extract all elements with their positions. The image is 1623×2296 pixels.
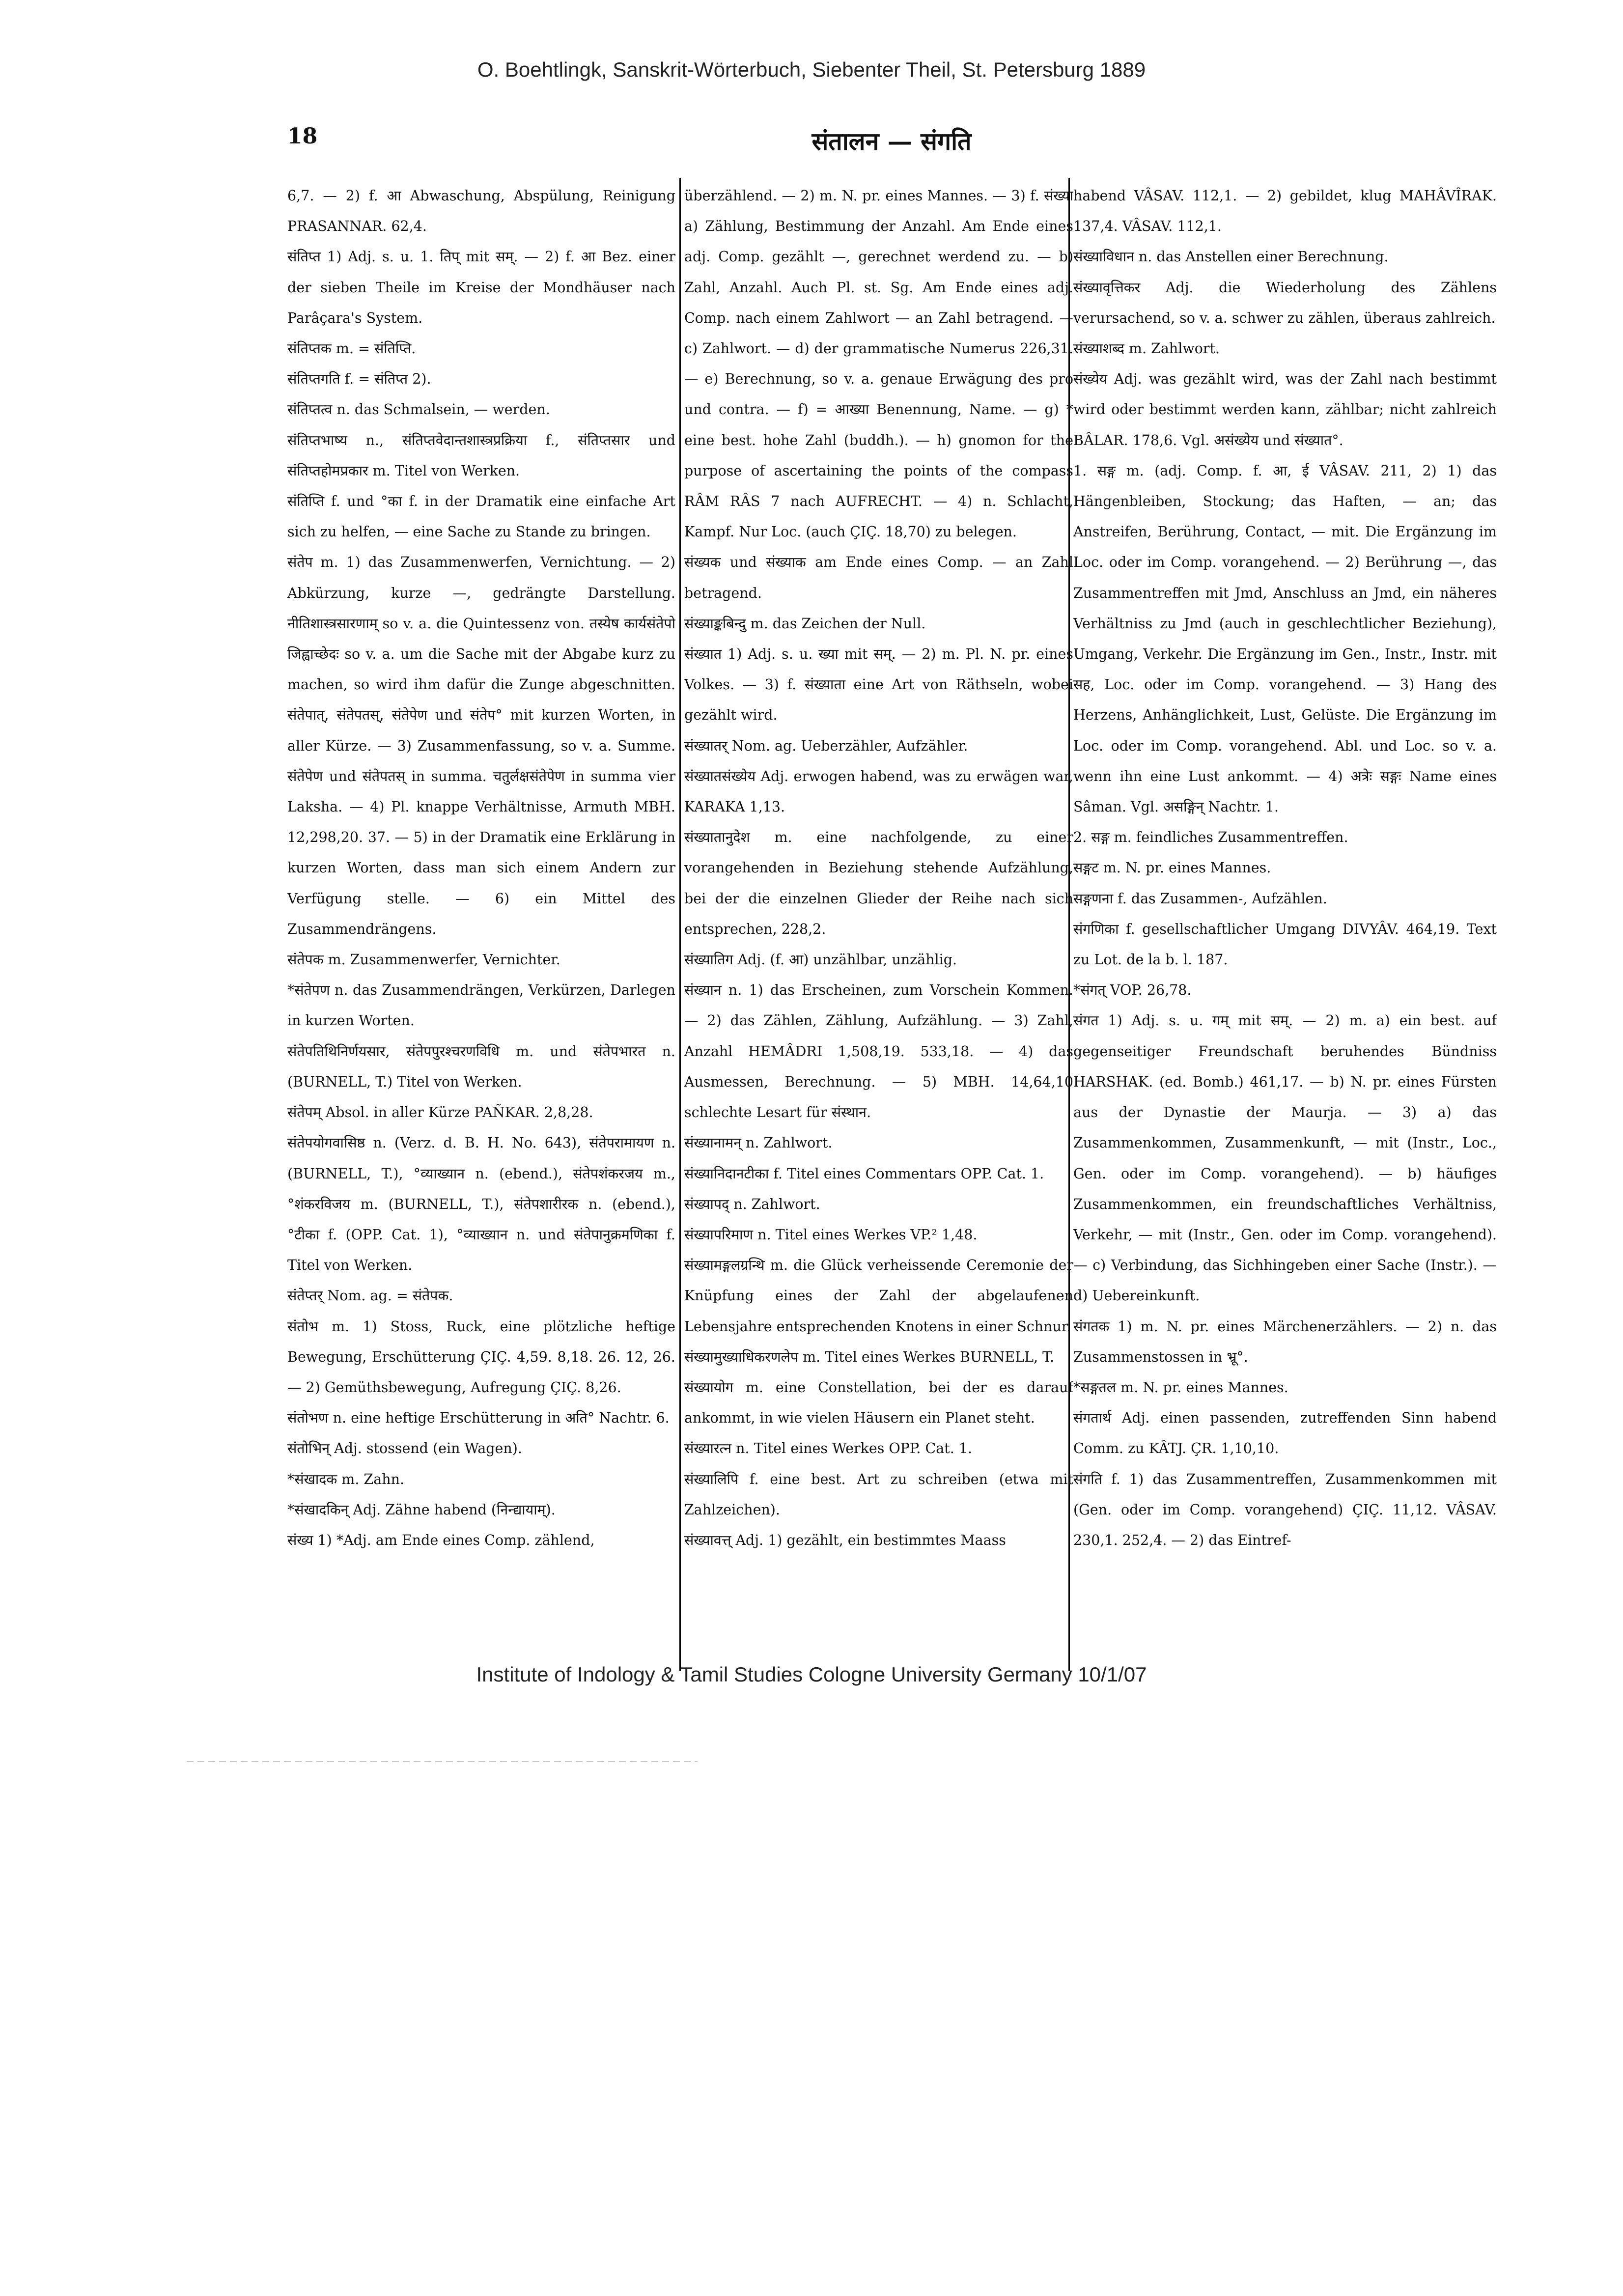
dictionary-entry: 2. सङ्ग m. feindliches Zusammentreffen. bbox=[1073, 829, 1348, 846]
dictionary-entry: संख्यामुख्याधिकरणलेप m. Titel eines Werkes BURNELL, T. bbox=[684, 1348, 1055, 1365]
dictionary-entry: संख्यापरिमाण n. Titel eines Werkes VP.² 1,48. bbox=[684, 1226, 978, 1243]
dictionary-entry: *संगत् VOP. 26,78. bbox=[1073, 982, 1192, 999]
dictionary-entry: संख्यारत्न n. Titel eines Werkes OPP. Cat. 1. bbox=[684, 1440, 973, 1457]
dictionary-entry: संख्यातानुदेश m. eine nachfolgende, zu einer vorangehenden in Beziehung stehende Aufzählung, bei der die einzelnen Glieder der Reihe nach sich entsprechen, 228,2. bbox=[684, 829, 1073, 937]
dictionary-entry: संतेपतिथिनिर्णयसार, संतेपपुरश्चरणविधि m. und संतेपभारत n. (BURNELL, T.) Titel von Werken. bbox=[287, 1043, 675, 1090]
column-2 bbox=[684, 181, 1073, 1694]
dictionary-entry: संख्यामङ्गलग्रन्थि m. die Glück verheissende Ceremonie der Knüpfung eines der Zahl der abgelaufenen Lebensjahre entsprechenden Knotens in einer Schnur. bbox=[684, 1257, 1073, 1335]
dictionary-entry: संख्यानिदानटीका f. Titel eines Commentars OPP. Cat. 1. bbox=[684, 1165, 1044, 1182]
dictionary-entry: संतोभण n. eine heftige Erschütterung in अति° Nachtr. 6. bbox=[287, 1410, 670, 1427]
dictionary-entry: संख्यापद् n. Zahlwort. bbox=[684, 1196, 820, 1212]
dictionary-entry: संतेपक m. Zusammenwerfer, Vernichter. bbox=[287, 952, 560, 968]
footer-line: Institute of Indology & Tamil Studies Cologne University Germany 10/1/07 bbox=[476, 1663, 1147, 1686]
dictionary-entry: संतिप्तगति f. = संतिप्त 2). bbox=[287, 371, 431, 388]
running-head: संतालन — संगति bbox=[812, 127, 972, 156]
dictionary-entry: संख्यक und संख्याक am Ende eines Comp. — an Zahl betragend. bbox=[684, 554, 1073, 601]
dictionary-entry: संतिप्तत्व n. das Schmalsein, — werden. bbox=[287, 401, 550, 418]
dictionary-entry: संगतक 1) m. N. pr. eines Märchenerzählers. — 2) n. das Zusammenstossen in भ्रू°. bbox=[1073, 1318, 1497, 1365]
dictionary-entry: संगत 1) Adj. s. u. गम् mit सम्. — 2) m. a) ein best. auf gegenseitiger Freundschaft beruhendes Bündniss HARSHAK. (ed. Bomb.) 461,17. — b) N. pr. eines Fürsten aus der Dynastie der Maurja. — 3) a) das Zusammenkommen, Zusammenkunft, — mit (Instr., Loc., Gen. oder im Comp. vorangehend). — b) häufiges Zusammenkommen, ein freundschaftliches Verhältniss, Verkehr, — mit (Instr., Gen. oder im Comp. vorangehend). — c) Verbindung, das Sichhingeben einer Sache (Instr.). — d) Uebereinkunft. bbox=[1073, 1012, 1497, 1304]
dictionary-entry: संतोभ m. 1) Stoss, Ruck, eine plötzliche heftige Bewegung, Erschütterung ÇIÇ. 4,59. 8,18. 26. 12, 26. — 2) Gemüthsbewegung, Aufregung ÇIÇ. 8,26. bbox=[287, 1318, 675, 1396]
dictionary-entry: संख्यातसंख्येय Adj. erwogen habend, was zu erwägen war, KARAKA 1,13. bbox=[684, 768, 1073, 815]
dictionary-entry: संख्यातर् Nom. ag. Ueberzähler, Aufzähler. bbox=[684, 737, 968, 754]
column-1 bbox=[287, 181, 675, 1694]
dictionary-entry: संख्याविधान n. das Anstellen einer Berechnung. bbox=[1073, 249, 1389, 265]
dictionary-entry: संतिप्ति f. und °का f. in der Dramatik eine einfache Art sich zu helfen, — eine Sache zu Stande zu bringen. bbox=[287, 493, 675, 540]
dictionary-entry: संख्यावृत्तिकर Adj. die Wiederholung des Zählens verursachend, so v. a. schwer zu zählen, überaus zahlreich. bbox=[1073, 279, 1497, 326]
dictionary-entry: संख्यालिपि f. eine best. Art zu schreiben (etwa mit Zahlzeichen). bbox=[684, 1471, 1073, 1518]
dictionary-entry: संगतार्थ Adj. einen passenden, zutreffenden Sinn habend Comm. zu KÂTJ. ÇR. 1,10,10. bbox=[1073, 1410, 1497, 1457]
page-header bbox=[287, 124, 1496, 163]
dictionary-entry: संतिप्तभाष्य n., संतिप्तवेदान्तशास्त्रप्रक्रिया f., संतिप्तसार und संतिप्तहोमप्रकार m. Titel von Werken. bbox=[287, 432, 675, 479]
dictionary-entry: सङ्गट m. N. pr. eines Mannes. bbox=[1073, 860, 1271, 876]
dictionary-entry: *सङ्गतल m. N. pr. eines Mannes. bbox=[1073, 1379, 1288, 1396]
source-line: O. Boehtlingk, Sanskrit-Wörterbuch, Siebenter Theil, St. Petersburg 1889 bbox=[477, 58, 1146, 81]
dictionary-entry: संख्यायोग m. eine Constellation, bei der es darauf ankommt, in wie vielen Häusern ein Planet steht. bbox=[684, 1379, 1073, 1427]
dictionary-entry: संतेप m. 1) das Zusammenwerfen, Vernichtung. — 2) Abkürzung, kurze —, gedrängte Darstellung. नीतिशास्त्रसारणाम् so v. a. die Quintessenz von. तस्येष कार्यसंतेपो जिह्वाच्छेदः so v. a. um die Sache mit der Abgabe kurz zu machen, so wird ihm dafür die Zunge abgeschnitten. संतेपात्, संतेपतस्, संतेपेण und संतेप° mit kurzen Worten, in aller Kürze. — 3) Zusammenfassung, so v. a. Summe. संतेपेण und संतेपतस् in summa. चतुर्लक्षसंतेपेण in summa vier Laksha. — 4) Pl. knappe Verhältnisse, Armuth MBH. 12,298,20. 37. — 5) in der Dramatik eine Erklärung in kurzen Worten, dass man sich einem Andern zur Verfügung stelle. — 6) ein Mittel des Zusammendrängens. bbox=[287, 554, 675, 937]
page-number: 18 bbox=[287, 124, 318, 149]
dictionary-entry: संतेपयोगवासिष्ठ n. (Verz. d. B. H. No. 643), संतेपरामायण n. (BURNELL, T.), °व्याख्यान n. (ebend.), संतेपशंकरजय m., °शंकरविजय m. (BURNELL, T.), संतेपशारीरक n. (ebend.), °टीका f. (OPP. Cat. 1), °व्याख्यान n. und संतेपानुक्रमणिका f. Titel von Werken. bbox=[287, 1135, 675, 1274]
dictionary-entry: संगणिका f. gesellschaftlicher Umgang DIVYÂV. 464,19. Text zu Lot. de la b. l. 187. bbox=[1073, 921, 1497, 968]
column-3 bbox=[1073, 181, 1497, 1694]
dictionary-entry: 6,7. — 2) f. आ Abwaschung, Abspülung, Reinigung PRASANNAR. 62,4. bbox=[287, 188, 675, 235]
dictionary-entry: सङ्गणना f. das Zusammen-, Aufzählen. bbox=[1073, 890, 1327, 907]
dictionary-entry: संख्यावत्त् Adj. 1) gezählt, ein bestimmtes Maass bbox=[684, 1532, 1006, 1548]
dictionary-entry: संतिप्त 1) Adj. s. u. 1. तिप् mit सम्. — 2) f. आ Bez. einer der sieben Theile im Kreise der Mondhäuser nach Parâçara's System. bbox=[287, 249, 675, 326]
dictionary-entry: संतिप्तक m. = संतिप्ति. bbox=[287, 340, 416, 357]
column-divider bbox=[679, 178, 681, 1671]
dictionary-entry: *संखादकिन् Adj. Zähne habend (निन्द्यायाम्). bbox=[287, 1501, 556, 1518]
dictionary-entry: संख्यानामन् n. Zahlwort. bbox=[684, 1135, 833, 1151]
dictionary-entry: संगति f. 1) das Zusammentreffen, Zusammenkommen mit (Gen. oder im Comp. vorangehend) ÇIÇ. 11,12. VÂSAV. 230,1. 252,4. — 2) das Eintref- bbox=[1073, 1471, 1497, 1548]
scan-artifact bbox=[187, 1761, 698, 1762]
dictionary-entry: संख्येय Adj. was gezählt wird, was der Zahl nach bestimmt wird oder bestimmt werden kann, zählbar; nicht zahlreich BÂLAR. 178,6. Vgl. असंख्येय und संख्यात°. bbox=[1073, 371, 1497, 448]
dictionary-entry: संख्यातिग Adj. (f. आ) unzählbar, unzählig. bbox=[684, 952, 957, 968]
dictionary-entry: संतेप्तर् Nom. ag. = संतेपक. bbox=[287, 1288, 453, 1304]
dictionary-entry: überzählend. — 2) m. N. pr. eines Mannes. — 3) f. संख्या a) Zählung, Bestimmung der Anzahl. Am Ende eines adj. Comp. gezählt —, gerechnet werdend zu. — b) Zahl, Anzahl. Auch Pl. st. Sg. Am Ende eines adj. Comp. nach einem Zahlwort — an Zahl betragend. — c) Zahlwort. — d) der grammatische Numerus 226,31. — e) Berechnung, so v. a. genaue Erwägung des pro und contra. — f) = आख्या Benennung, Name. — g) * eine best. hohe Zahl (buddh.). — h) gnomon for the purpose of ascertaining the points of the compass RÂM RÂS 7 nach AUFRECHT. — 4) n. Schlacht, Kampf. Nur Loc. (auch ÇIÇ. 18,70) zu belegen. bbox=[684, 188, 1073, 540]
dictionary-entry: संतेपम् Absol. in aller Kürze PAÑKAR. 2,8,28. bbox=[287, 1104, 593, 1121]
dictionary-entry: habend VÂSAV. 112,1. — 2) gebildet, klug MAHÂVÎRAK. 137,4. VÂSAV. 112,1. bbox=[1073, 188, 1497, 235]
dictionary-entry: *संतेपण n. das Zusammendrängen, Verkürzen, Darlegen in kurzen Worten. bbox=[287, 982, 675, 1029]
dictionary-entry: संख्यान n. 1) das Erscheinen, zum Vorschein Kommen. — 2) das Zählen, Zählung, Aufzählung. — 3) Zahl, Anzahl HEMÂDRI 1,508,19. 533,18. — 4) das Ausmessen, Berechnung. — 5) MBH. 14,64,10 schlechte Lesart für संस्थान. bbox=[684, 982, 1073, 1121]
dictionary-entry: संख्य 1) *Adj. am Ende eines Comp. zählend, bbox=[287, 1532, 595, 1548]
dictionary-entry: संख्यात 1) Adj. s. u. ख्या mit सम्. — 2) m. Pl. N. pr. eines Volkes. — 3) f. संख्याता eine Art von Räthseln, wobei gezählt wird. bbox=[684, 646, 1073, 724]
dictionary-entry: संतोभिन् Adj. stossend (ein Wagen). bbox=[287, 1440, 522, 1457]
dictionary-entry: संख्याङ्कबिन्दु m. das Zeichen der Null. bbox=[684, 615, 926, 632]
dictionary-entry: संख्याशब्द m. Zahlwort. bbox=[1073, 340, 1220, 357]
dictionary-entry: 1. सङ्ग m. (adj. Comp. f. आ, ई VÂSAV. 211, 2) 1) das Hängenbleiben, Stockung; das Haften, — an; das Anstreifen, Berührung, Contact, — mit. Die Ergänzung im Loc. oder im Comp. vorangehend. — 2) Berührung —, das Zusammentreffen mit Jmd, Anschluss an Jmd, ein näheres Verhältniss zu Jmd (auch in geschlechtlicher Beziehung), Umgang, Verkehr. Die Ergänzung im Gen., Instr., Instr. mit सह, Loc. oder im Comp. vorangehend. — 3) Hang des Herzens, Anhänglichkeit, Lust, Gelüste. Die Ergänzung im Loc. oder im Comp. vorangehend. Abl. und Loc. so v. a. wenn ihn eine Lust ankommt. — 4) अत्रेः सङ्गः Name eines Sâman. Vgl. असङ्गिन् Nachtr. 1. bbox=[1073, 462, 1497, 815]
dictionary-entry: *संखादक m. Zahn. bbox=[287, 1471, 404, 1487]
